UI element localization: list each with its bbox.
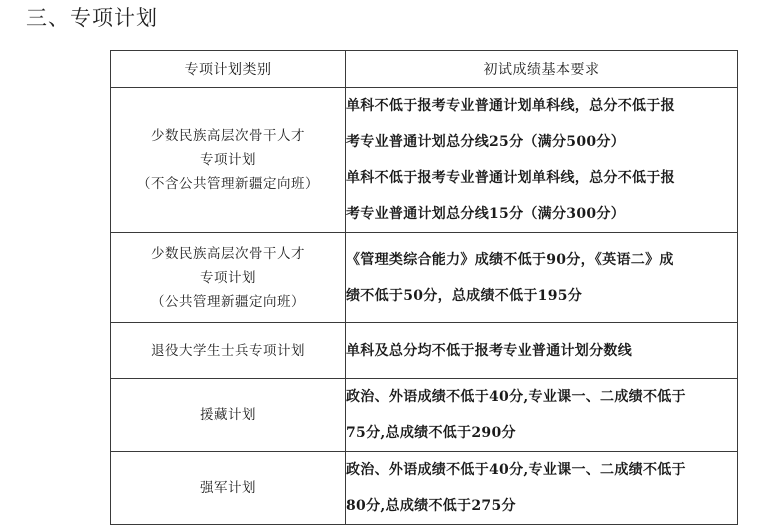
category-cell (111, 379, 346, 452)
requirement-line: 考专业普通计划总分线25分（满分500分） (346, 134, 626, 150)
category-cell (111, 88, 346, 233)
requirement-line: 考专业普通计划总分线15分（满分300分） (346, 206, 626, 222)
requirement-line: 75分,总成绩不低于290分 (346, 425, 516, 441)
requirement-cell (346, 379, 738, 452)
category-line: 少数民族高层次骨干人才 (151, 128, 305, 144)
table-row (111, 88, 738, 233)
requirement-line: 政治、外语成绩不低于40分,专业课一、二成绩不低于 (346, 389, 686, 405)
requirement-line: 80分,总成绩不低于275分 (346, 498, 516, 514)
special-plan-table (110, 50, 738, 525)
requirement-cell (346, 233, 738, 323)
category-line: 强军计划 (200, 480, 256, 496)
category-line: 援藏计划 (200, 407, 256, 423)
category-line: 少数民族高层次骨干人才 (151, 245, 305, 262)
category-line: （不含公共管理新疆定向班） (137, 176, 319, 192)
requirement-line: 政治、外语成绩不低于40分,专业课一、二成绩不低于 (346, 462, 686, 478)
section-title: 三、专项计划 (26, 6, 158, 30)
requirement-line: 单科不低于报考专业普通计划单科线，总分不低于报 (346, 98, 675, 114)
requirement-line: 单科及总分均不低于报考专业普通计划分数线 (346, 342, 632, 359)
requirement-cell (346, 323, 738, 379)
column-header-requirement: 初试成绩基本要求 (346, 51, 738, 88)
table-header-row (111, 51, 738, 88)
category-line: （公共管理新疆定向班） (151, 293, 305, 310)
requirement-cell (346, 452, 738, 525)
table-row (111, 379, 738, 452)
category-line: 退役大学生士兵专项计划 (151, 342, 305, 359)
requirement-line: 单科不低于报考专业普通计划单科线，总分不低于报 (346, 170, 675, 186)
table-row (111, 452, 738, 525)
column-header-category: 专项计划类别 (111, 51, 346, 88)
requirement-line: 《管理类综合能力》成绩不低于90分，《英语二》成 (346, 251, 674, 268)
category-cell (111, 233, 346, 323)
table-row (111, 323, 738, 379)
table-row (111, 233, 738, 323)
requirement-cell (346, 88, 738, 233)
category-cell (111, 452, 346, 525)
requirement-line: 绩不低于50分，总成绩不低于195分 (346, 287, 583, 304)
category-cell (111, 323, 346, 379)
category-line: 专项计划 (200, 152, 256, 168)
category-line: 专项计划 (200, 269, 256, 286)
